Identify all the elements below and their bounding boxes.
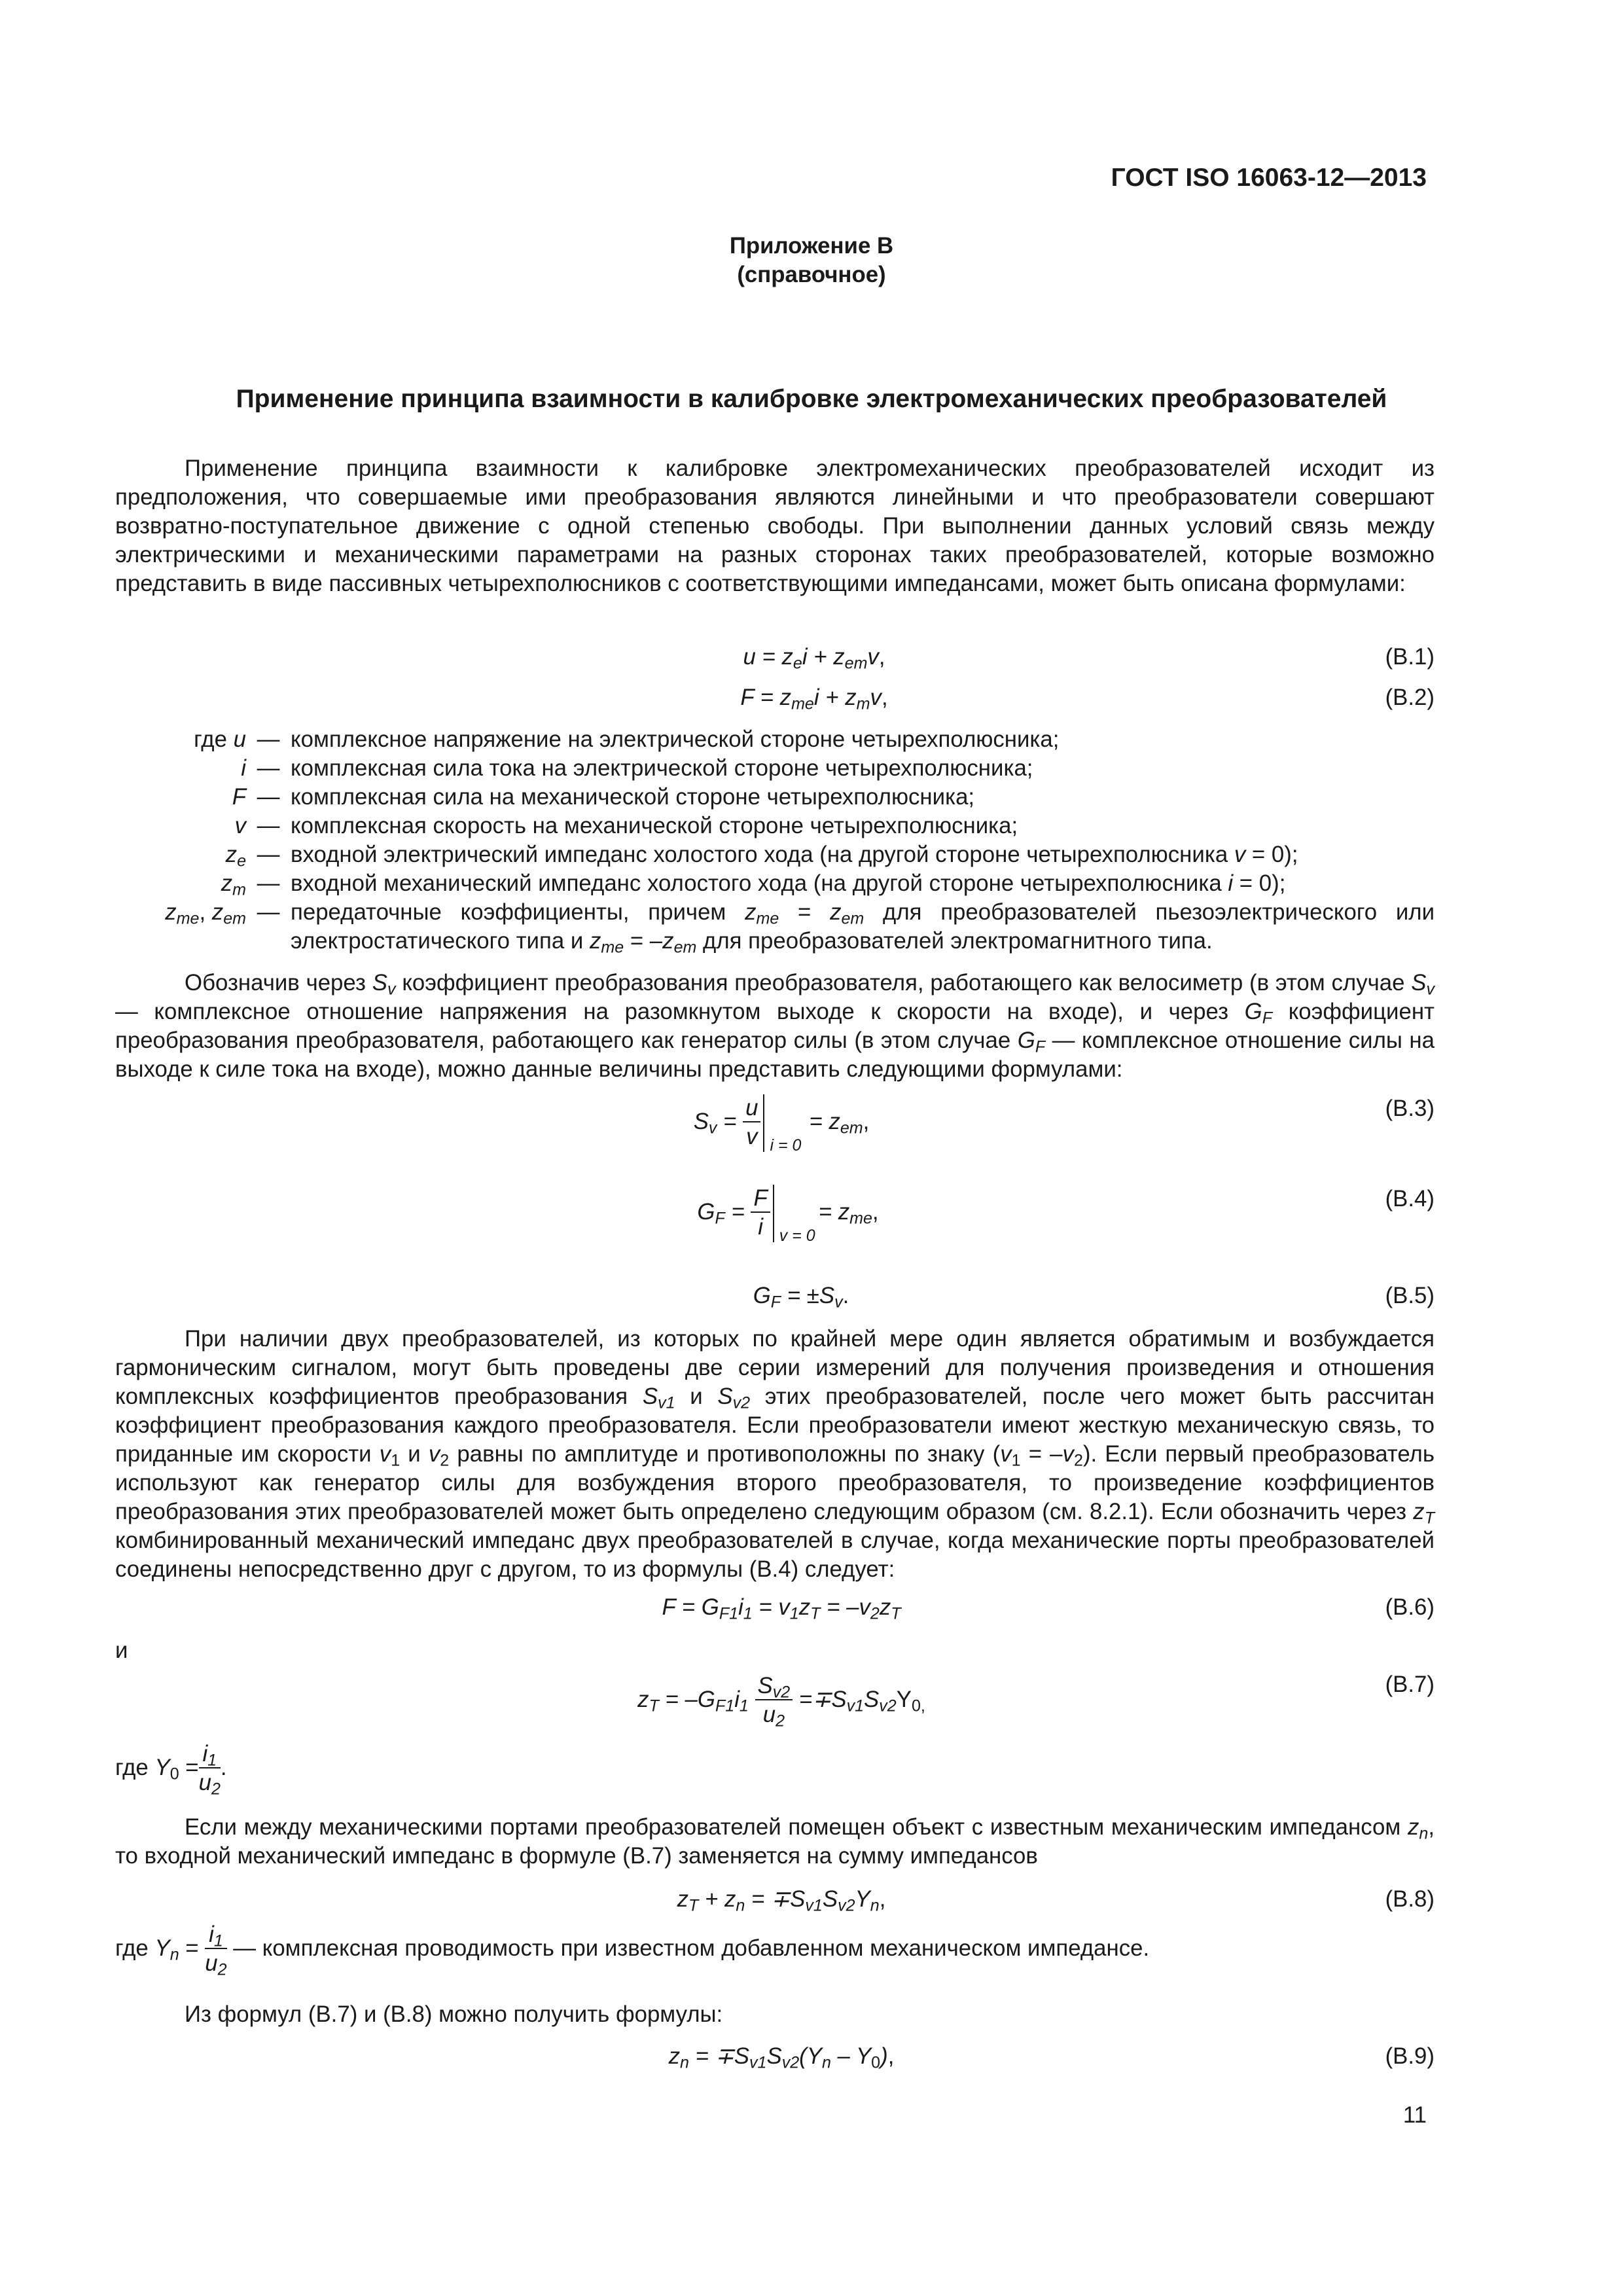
equation-number: (В.4) [1385, 1186, 1435, 1211]
appendix-heading [0, 232, 1623, 289]
equation-b8 [115, 1885, 1435, 1916]
equation-number: (В.7) [1385, 1672, 1435, 1697]
document-header: ГОСТ ISO 16063-12—2013 [1111, 164, 1427, 192]
y0-definition: где $Y_0$ = $\frac{i_1}{u_2}$ . [115, 1741, 227, 1799]
equation-b2 [115, 683, 1435, 715]
formula-b3: $S_v$ = $\frac{u}{v}$ i = 0 = $z_{em}$, [693, 1095, 870, 1155]
definition-i: i — комплексная сила тока на электрической стороне четырехполюсника; [241, 755, 1033, 781]
formula-b1: $u = z_ei + z_{em}v$, [743, 644, 885, 673]
formula-b5: $G_F = \pm S_v$. [753, 1283, 849, 1312]
equation-number: (В.3) [1385, 1096, 1435, 1121]
paragraph-two-transducers: При наличии двух преобразователей, из которых по крайней мере один является обратимым и возбуждается гармоническим сигналом, могут быть проведены две серии измерений для получения произведения и отношения комплексных коэффициентов преобразования $S_{v1}$ и $S_{v2}$ этих преобразователей, после чего может быть рассчитан коэффициент преобразования каждого преобразователя. Если преобразователи имеют жесткую механическую связь, то приданные им скорости $v_1$ и $v_2$ равны по амплитуде и противоположны по знаку $(v_1 = -v_2)$. Если первый преобразователь используют как генератор силы для возбуждения второго преобразователя, то произведение коэффициентов преобразования этих преобразователей может быть определено следующим образом (см. 8.2.1). Если обозначить через $z_T$ комбинированный механический импеданс двух преобразователей в случае, когда механические порты преобразователей соединены непосредственно друг с другом, то из формулы (В.4) следует: [115, 1326, 1435, 1582]
equation-b1 [115, 643, 1435, 674]
appendix-type: (справочное) [737, 262, 886, 287]
definition-u: где u — комплексное напряжение на электрической стороне четырехполюсника; [194, 726, 1060, 752]
yn-definition: где $Y_n$ = $\frac{i_1}{u_2}$ — комплексная проводимость при известном добавленном механическом импедансе. [115, 1922, 1150, 1979]
conjunction-and: и [115, 1638, 128, 1663]
formula-b2: $F = z_{me}i + z_mv$, [740, 685, 888, 713]
from-formulas-text: Из формул (В.7) и (В.8) можно получить формулы: [185, 2001, 723, 2027]
intro-paragraph: Применение принципа взаимности к калибровке электромеханических преобразователей исходит из предположения, что совершаемые ими преобразования являются линейными и что преобразователи совершают возвратно-поступательное движение с одной степенью свободы. При выполнении данных условий связь между электрическими и механическими параметрами на разных сторонах таких преобразователей, которые возможно представить в виде пассивных четырехполюсников с соответствующими импедансами, может быть описана формулами: [115, 456, 1435, 596]
formula-b8: $z_T + z_n = \mp S_{v1}S_{v2}Y_n$, [677, 1886, 886, 1915]
equation-b3 [115, 1094, 1435, 1168]
equation-b5 [115, 1282, 1435, 1313]
formula-b4: $G_F$ = $\frac{F}{i}$ v = 0 = $z_{me}$, [697, 1185, 879, 1245]
formula-b7: $z_T = -G_{F1}i_1$ $\frac{S_{v2}}{u_2}$ $=\mp S_{v1}S_{v2}Y_{0,}$ [637, 1673, 925, 1731]
definition-ze: $z_e$ — входной электрический импеданс холостого хода (на другой стороне четырехполюсника v = 0); [225, 842, 1298, 870]
equation-number: (В.8) [1385, 1886, 1435, 1912]
equation-number: (В.9) [1385, 2043, 1435, 2069]
equation-b9 [115, 2042, 1435, 2073]
definitions-list [115, 725, 1435, 956]
equation-number: (В.1) [1385, 644, 1435, 670]
formula-b9: $z_n = \mp S_{v1}S_{v2}(Y_n - Y_0)$, [668, 2043, 895, 2072]
equation-number: (В.6) [1385, 1594, 1435, 1620]
definition-v: v — комплексная скорость на механической стороне четырехполюсника; [234, 813, 1018, 838]
definition-f: F — комплексная сила на механической стороне четырехполюсника; [232, 784, 975, 810]
paragraph-object: Если между механическими портами преобразователей помещен объект с известным механическим импедансом $z_n$, то входной механический импеданс в формуле (В.7) заменяется на сумму импедансов [115, 1814, 1435, 1869]
appendix-label: Приложение В [729, 233, 894, 259]
equation-number: (В.5) [1385, 1283, 1435, 1308]
paragraph-sensitivity: Обозначив через $S_v$ коэффициент преобразования преобразователя, работающего как велосиметр (в этом случае $S_v$ — комплексное отношение напряжения на разомкнутом выходе к скорости на входе), и через $G_F$ коэффициент преобразования преобразователя, работающего как генератор силы (в этом случае $G_F$ — комплексное отношение силы на выходе к силе тока на входе), можно данные величины представить следующими формулами: [115, 970, 1435, 1082]
equation-b4 [115, 1185, 1435, 1258]
page-number: 11 [1402, 2102, 1427, 2128]
formula-b6: $F = G_{F1}i_1 = v_1z_T = -v_2z_T$ [662, 1594, 901, 1623]
definition-zme-zem: $z_{me}$, $z_{em}$ — передаточные коэффициенты, причем $z_{me} = z_{em}$ для преобразователей пьезоэлектрического или электростатического типа и $z_{me} = -z_{em}$ для преобразователей электромагнитного типа. [165, 899, 1435, 957]
equation-b6 [115, 1593, 1435, 1624]
definition-zm: $z_m$ — входной механический импеданс холостого хода (на другой стороне четырехполюсника i = 0); [221, 870, 1286, 899]
section-title: Применение принципа взаимности в калибровке электромеханических преобразователей [236, 385, 1387, 413]
equation-number: (В.2) [1385, 685, 1435, 710]
equation-b7 [115, 1660, 1435, 1736]
